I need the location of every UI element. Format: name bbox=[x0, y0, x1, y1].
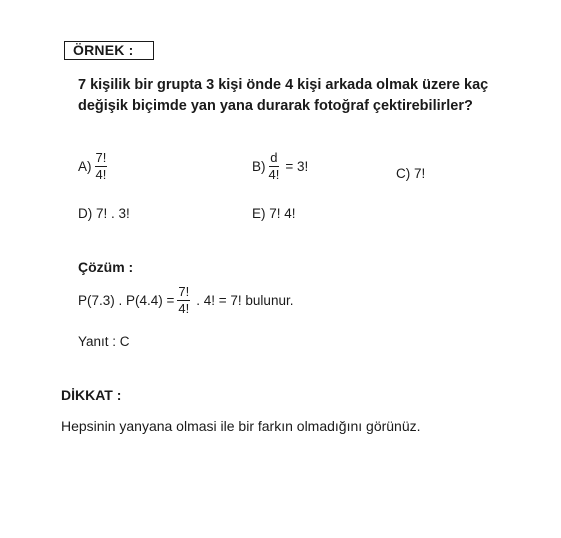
solution-numerator: 7! bbox=[178, 284, 190, 299]
option-c: C) 7! bbox=[396, 166, 426, 181]
question-text: 7 kişilik bir grupta 3 kişi önde 4 kişi arkada olmak üzere kaç değişik biçimde yan yana durarak fotoğraf çektirebilirler? bbox=[78, 77, 489, 114]
option-d: D) 7! . 3! bbox=[78, 206, 130, 221]
note-title: DİKKAT : bbox=[61, 387, 122, 403]
option-a-letter: A) bbox=[78, 158, 92, 174]
option-b-fraction bbox=[269, 151, 280, 182]
option-a-numerator: 7! bbox=[95, 150, 107, 165]
answer-text: Yanıt : C bbox=[78, 334, 130, 349]
solution-title: Çözüm : bbox=[78, 259, 134, 275]
option-b bbox=[252, 151, 308, 182]
option-b-letter: B) bbox=[252, 158, 266, 174]
option-b-suffix: = 3! bbox=[285, 158, 309, 174]
note-text: Hepsinin yanyana olmasi ile bir farkın olmadığını görünüz. bbox=[61, 418, 421, 434]
solution-fraction bbox=[177, 285, 190, 316]
solution-prefix: P(7.3) . P(4.4) = bbox=[78, 292, 175, 308]
option-b-denominator: 4! bbox=[268, 167, 280, 182]
solution-denominator: 4! bbox=[178, 301, 190, 316]
solution-equation bbox=[78, 285, 293, 316]
option-a bbox=[78, 151, 110, 182]
solution-suffix: . 4! = 7! bulunur. bbox=[196, 292, 294, 308]
option-a-fraction bbox=[95, 151, 108, 182]
example-label: ÖRNEK : bbox=[64, 41, 154, 60]
option-b-numerator: d bbox=[270, 150, 278, 165]
option-e: E) 7! 4! bbox=[252, 206, 296, 221]
option-a-denominator: 4! bbox=[95, 167, 107, 182]
